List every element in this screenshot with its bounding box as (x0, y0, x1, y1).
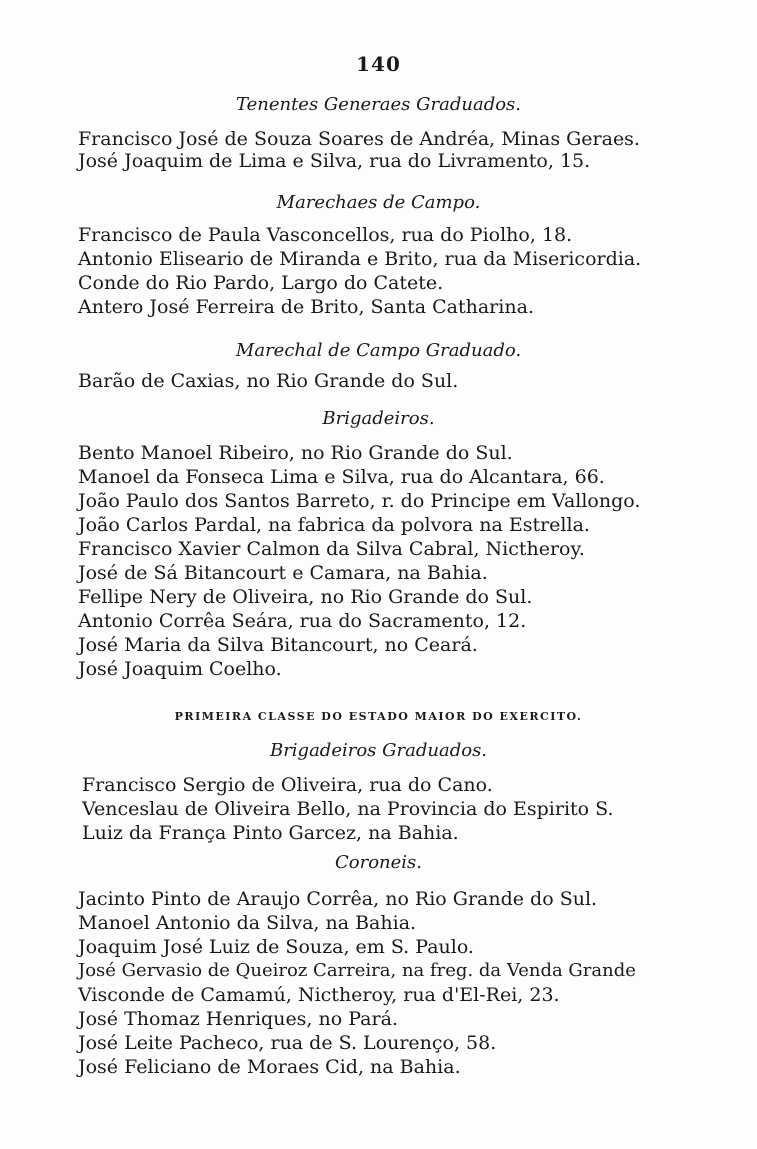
entry-line: Antonio Eliseario de Miranda e Brito, rua da Misericordia. (78, 248, 642, 270)
entry-line: José Gervasio de Queiroz Carreira, na freg. da Venda Grande (78, 960, 636, 981)
entry-line: João Paulo dos Santos Barreto, r. do Principe em Vallongo. (78, 490, 641, 512)
entry-line: Luiz da França Pinto Garcez, na Bahia. (82, 822, 459, 844)
entry-line: Francisco José de Souza Soares de Andréa, Minas Geraes. (78, 128, 640, 150)
entry-line: José Feliciano de Moraes Cid, na Bahia. (78, 1056, 461, 1078)
entry-line: Fellipe Nery de Oliveira, no Rio Grande do Sul. (78, 586, 533, 608)
entry-line: José Joaquim de Lima e Silva, rua do Livramento, 15. (78, 150, 591, 172)
entry-line: Francisco de Paula Vasconcellos, rua do Piolho, 18. (78, 224, 573, 246)
entry-line: Visconde de Camamú, Nictheroy, rua d'El-Rei, 23. (78, 984, 560, 1006)
entry-line: Barão de Caxias, no Rio Grande do Sul. (78, 370, 459, 392)
entry-line: José Joaquim Coelho. (78, 658, 282, 680)
entry-line: José Thomaz Henriques, no Pará. (78, 1008, 398, 1030)
page-number: 140 (356, 52, 401, 76)
entry-line: José Maria da Silva Bitancourt, no Ceará. (78, 634, 478, 656)
entry-line: Francisco Sergio de Oliveira, rua do Cano. (82, 774, 493, 796)
entry-line: João Carlos Pardal, na fabrica da polvora na Estrella. (78, 514, 590, 536)
entry-line: Manoel Antonio da Silva, na Bahia. (78, 912, 417, 934)
section-heading-marechaes-de-campo: Marechaes de Campo. (276, 192, 481, 213)
section-heading-brigadeiros-graduados: Brigadeiros Graduados. (269, 740, 488, 761)
entry-line: Francisco Xavier Calmon da Silva Cabral, Nictheroy. (78, 538, 585, 560)
entry-line: José Leite Pacheco, rua de S. Lourenço, 58. (78, 1032, 497, 1054)
entry-line: Conde do Rio Pardo, Largo do Catete. (78, 272, 444, 294)
section-heading-marechal-de-campo-graduado: Marechal de Campo Graduado. (235, 340, 522, 361)
entry-line: Manoel da Fonseca Lima e Silva, rua do Alcantara, 66. (78, 466, 605, 488)
section-heading-tenentes-generaes-graduados: Tenentes Generaes Graduados. (235, 94, 522, 115)
entry-line: Antonio Corrêa Seára, rua do Sacramento, 12. (78, 610, 527, 632)
section-heading-primeira-classe: PRIMEIRA CLASSE DO ESTADO MAIOR DO EXERCITO. (174, 710, 583, 723)
entry-line: Venceslau de Oliveira Bello, na Provincia do Espirito S. (82, 798, 614, 820)
entry-line: Antero José Ferreira de Brito, Santa Catharina. (78, 296, 534, 318)
entry-line: José de Sá Bitancourt e Camara, na Bahia. (78, 562, 488, 584)
section-heading-brigadeiros: Brigadeiros. (322, 408, 435, 429)
entry-line: Jacinto Pinto de Araujo Corrêa, no Rio Grande do Sul. (78, 888, 598, 910)
section-heading-coroneis: Coroneis. (334, 852, 422, 873)
entry-line: Bento Manoel Ribeiro, no Rio Grande do Sul. (78, 442, 513, 464)
entry-line: Joaquim José Luiz de Souza, em S. Paulo. (78, 936, 474, 958)
